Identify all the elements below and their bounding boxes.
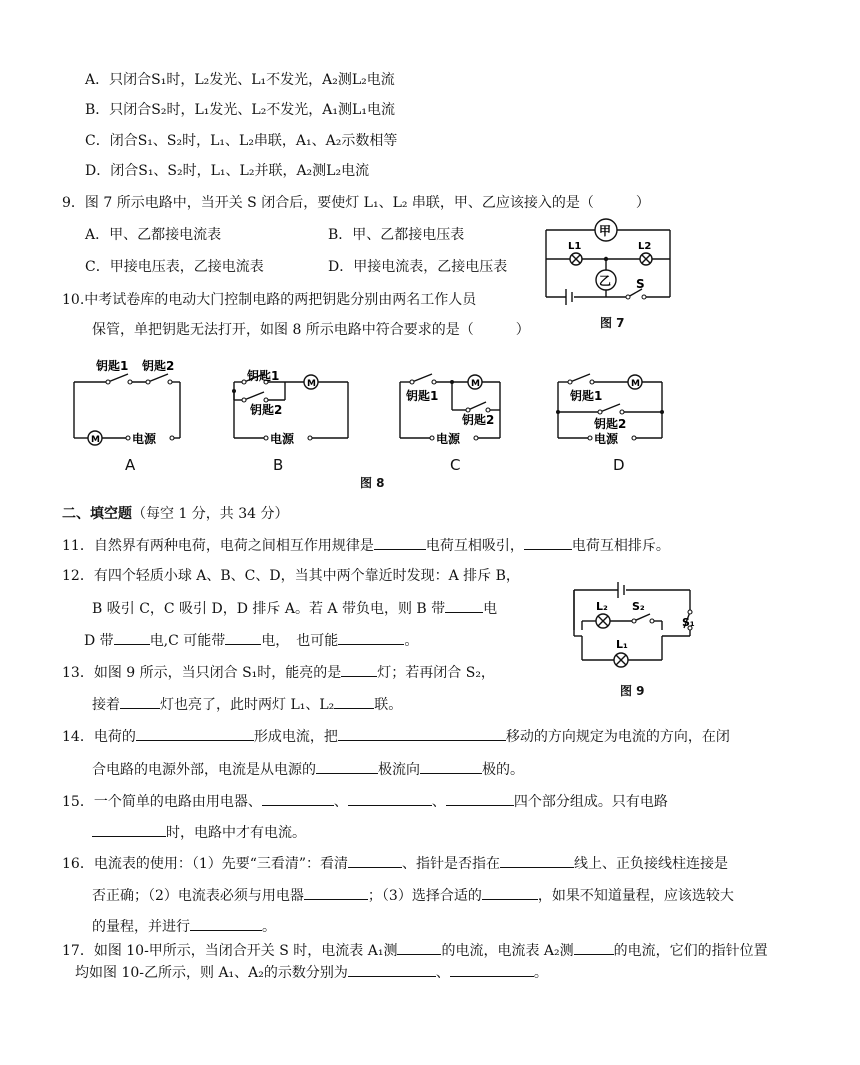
fig9-l2-label: L₂ <box>596 600 608 613</box>
fig8a-key1: 钥匙1 <box>96 359 129 373</box>
q8-option-a: A．只闭合S₁时，L₂发光、L₁不发光，A₂测L₂电流 <box>85 72 395 88</box>
q12-blank-c1[interactable] <box>225 630 261 645</box>
q12-line2 <box>92 598 497 619</box>
q13-text-2c: 联。 <box>374 697 403 713</box>
fig8d-motor-label: M <box>631 379 640 389</box>
section-2-note: （每空 1 分，共 34 分） <box>132 506 289 522</box>
fig8-label-d: D <box>613 456 625 474</box>
q9-option-a: A．甲、乙都接电流表 <box>85 227 222 243</box>
q9-option-d: D．甲接电流表，乙接电压表 <box>328 259 508 275</box>
q17-blank-3[interactable] <box>348 962 436 977</box>
q12-text-3a: D 带 <box>84 633 114 649</box>
q14-text-2b: 极流向 <box>378 762 420 778</box>
q12-blank-b[interactable] <box>445 598 483 613</box>
fig9-s1-label: S₁ <box>682 616 695 629</box>
figure-9-circuit <box>566 580 706 670</box>
q11-text-3: 电荷互相排斥。 <box>571 538 670 554</box>
section-2-title: 二、填空题 <box>62 506 132 522</box>
q8-option-d: D．闭合S₁、S₂时，L₁、L₂并联，A₂测L₂电流 <box>85 163 370 179</box>
fig8a-motor-label: M <box>91 435 100 445</box>
q17-text-2c: 。 <box>533 965 548 981</box>
q15-text-1d: 四个部分组成。只有电路 <box>513 794 668 810</box>
q16-text-1a: 16．电流表的使用：（1）先要“三看清”：看清 <box>62 856 349 872</box>
q11-blank-1[interactable] <box>374 535 426 550</box>
q16-text-3a: 的量程，并进行 <box>92 919 190 935</box>
fig7-s-label: S <box>636 277 645 291</box>
fig8d-key1: 钥匙1 <box>570 389 603 403</box>
figure-8-caption: 图 8 <box>360 476 385 490</box>
fig8a-power: 电源 <box>132 432 157 446</box>
fig7-yi-label: 乙 <box>599 274 612 288</box>
q8-option-c: C．闭合S₁、S₂时，L₁、L₂串联，A₁、A₂示数相等 <box>85 133 398 149</box>
q17-text-1a: 17．如图 10-甲所示，当闭合开关 S 时，电流表 A₁测 <box>62 943 398 959</box>
fig7-l2-label: L2 <box>638 241 652 252</box>
q15-text-1c: 、 <box>431 794 446 810</box>
q15-text-1b: 、 <box>333 794 348 810</box>
q16-text-2b: ；（3）选择合适的 <box>367 888 482 904</box>
q14-blank-3[interactable] <box>316 759 378 774</box>
q12-line1: 12．有四个轻质小球 A、B、C、D，当其中两个靠近时发现：A 排斥 B， <box>62 568 520 584</box>
q12-blank-d[interactable] <box>114 630 150 645</box>
q17-text-1c: 的电流，它们的指针位置 <box>613 943 768 959</box>
q15-line2 <box>92 822 306 843</box>
q9-option-b: B．甲、乙都接电压表 <box>328 227 465 243</box>
q12-text-3d: 。 <box>404 633 419 649</box>
figure-9-caption: 图 9 <box>620 684 645 698</box>
q16-blank-4[interactable] <box>482 885 538 900</box>
q14-text-2a: 合电路的电源外部，电流是从电源的 <box>92 762 316 778</box>
figure-7-circuit <box>540 215 680 310</box>
q15-text-2: 时，电路中才有电流。 <box>166 825 306 841</box>
fig8b-power: 电源 <box>270 432 295 446</box>
q14-line1 <box>62 726 730 747</box>
q10-line1: 10.中考试卷库的电动大门控制电路的两把钥匙分别由两名工作人员 <box>62 292 477 308</box>
fig8a-key2: 钥匙2 <box>142 359 175 373</box>
q16-blank-5[interactable] <box>190 916 262 931</box>
fig7-l1-label: L1 <box>568 241 582 252</box>
q14-text-1a: 14．电荷的 <box>62 729 136 745</box>
q17-text-1b: 的电流，电流表 A₂测 <box>441 943 574 959</box>
q17-line2 <box>75 962 548 983</box>
figure-8-circuits <box>60 352 700 457</box>
q16-blank-3[interactable] <box>304 885 368 900</box>
fig8-label-b: B <box>273 456 284 474</box>
q14-line2 <box>92 759 524 780</box>
q14-text-2c: 极的。 <box>482 762 524 778</box>
fig7-jia-label: 甲 <box>599 224 612 238</box>
q9-option-c: C．甲接电压表，乙接电流表 <box>85 259 264 275</box>
fig8-label-c: C <box>450 456 461 474</box>
q12-line3 <box>84 630 418 651</box>
q15-blank-2[interactable] <box>348 791 432 806</box>
fig8c-key1: 钥匙1 <box>406 389 439 403</box>
q12-text-3c: 电， 也可能 <box>261 633 339 649</box>
fig9-s2-label: S₂ <box>632 600 645 613</box>
q15-blank-3[interactable] <box>446 791 514 806</box>
q13-blank-1[interactable] <box>341 662 377 677</box>
q13-blank-3[interactable] <box>334 694 374 709</box>
q13-line1 <box>62 662 495 683</box>
q12-text-2b: 电 <box>483 601 498 617</box>
fig8b-key1: 钥匙1 <box>247 369 280 383</box>
q15-line1 <box>62 791 668 812</box>
q13-text-2b: 灯也亮了，此时两灯 L₁、L₂ <box>160 697 335 713</box>
q12-blank-c2[interactable] <box>338 630 404 645</box>
q11-text-1: 11．自然界有两种电荷，电荷之间相互作用规律是 <box>62 538 374 554</box>
q16-text-2a: 否正确；（2）电流表必须与用电器 <box>92 888 304 904</box>
fig8c-key2: 钥匙2 <box>462 413 495 427</box>
q14-blank-1[interactable] <box>136 726 254 741</box>
q17-blank-4[interactable] <box>450 962 534 977</box>
q13-text-1a: 13．如图 9 所示，当只闭合 S₁时，能亮的是 <box>62 665 342 681</box>
q8-option-b: B．只闭合S₂时，L₁发光、L₂不发光，A₁测L₁电流 <box>85 102 395 118</box>
q11 <box>62 535 670 556</box>
q17-text-2a: 均如图 10-乙所示，则 A₁、A₂的示数分别为 <box>75 965 348 981</box>
q16-text-1b: 、指针是否指在 <box>402 856 501 872</box>
q14-text-1c: 移动的方向规定为电流的方向，在闭 <box>505 729 730 745</box>
q15-text-1a: 15．一个简单的电路由用电器、 <box>62 794 262 810</box>
section-2-heading <box>62 504 289 524</box>
q13-line2 <box>92 694 402 715</box>
q14-blank-2[interactable] <box>338 726 506 741</box>
q17-blank-2[interactable] <box>574 940 614 955</box>
fig9-l1-label: L₁ <box>616 638 628 651</box>
q10-line2: 保管，单把钥匙无法打开，如图 8 所示电路中符合要求的是（ ） <box>92 322 530 338</box>
fig8d-power: 电源 <box>594 432 619 446</box>
figure-7-caption: 图 7 <box>600 316 625 330</box>
q13-text-2a: 接着 <box>92 697 120 713</box>
q17-line1 <box>62 940 768 961</box>
q12-text-2a: B 吸引 C，C 吸引 D，D 排斥 A。若 A 带负电，则 B 带 <box>92 601 446 617</box>
q16-text-3b: 。 <box>262 919 276 935</box>
fig8-label-a: A <box>125 456 136 474</box>
q16-line3 <box>92 916 276 937</box>
q16-blank-2[interactable] <box>500 853 574 868</box>
q16-blank-1[interactable] <box>348 853 402 868</box>
q11-blank-2[interactable] <box>524 535 572 550</box>
q9-stem: 9．图 7 所示电路中，当开关 S 闭合后，要使灯 L₁、L₂ 串联，甲、乙应该接入的是（ ） <box>62 195 650 211</box>
q15-blank-4[interactable] <box>92 822 166 837</box>
q17-blank-1[interactable] <box>397 940 441 955</box>
q16-line1 <box>62 853 728 874</box>
q12-text-3b: 电,C 可能带 <box>149 633 226 649</box>
q13-text-1b: 灯；若再闭合 S₂， <box>377 665 495 681</box>
fig8b-motor-label: M <box>307 379 316 389</box>
q16-text-2c: ，如果不知道量程，应该选较大 <box>537 888 734 904</box>
q17-text-2b: 、 <box>435 965 450 981</box>
fig8c-power: 电源 <box>436 432 461 446</box>
fig8c-motor-label: M <box>471 379 480 389</box>
q16-line2 <box>92 885 734 906</box>
q13-blank-2[interactable] <box>120 694 160 709</box>
fig8d-key2: 钥匙2 <box>594 417 627 431</box>
fig8b-key2: 钥匙2 <box>250 403 283 417</box>
q14-text-1b: 形成电流，把 <box>253 729 338 745</box>
q16-text-1c: 线上、正负接线柱连接是 <box>574 856 729 872</box>
q14-blank-4[interactable] <box>420 759 482 774</box>
q11-text-2: 电荷互相吸引， <box>425 538 524 554</box>
q15-blank-1[interactable] <box>262 791 334 806</box>
